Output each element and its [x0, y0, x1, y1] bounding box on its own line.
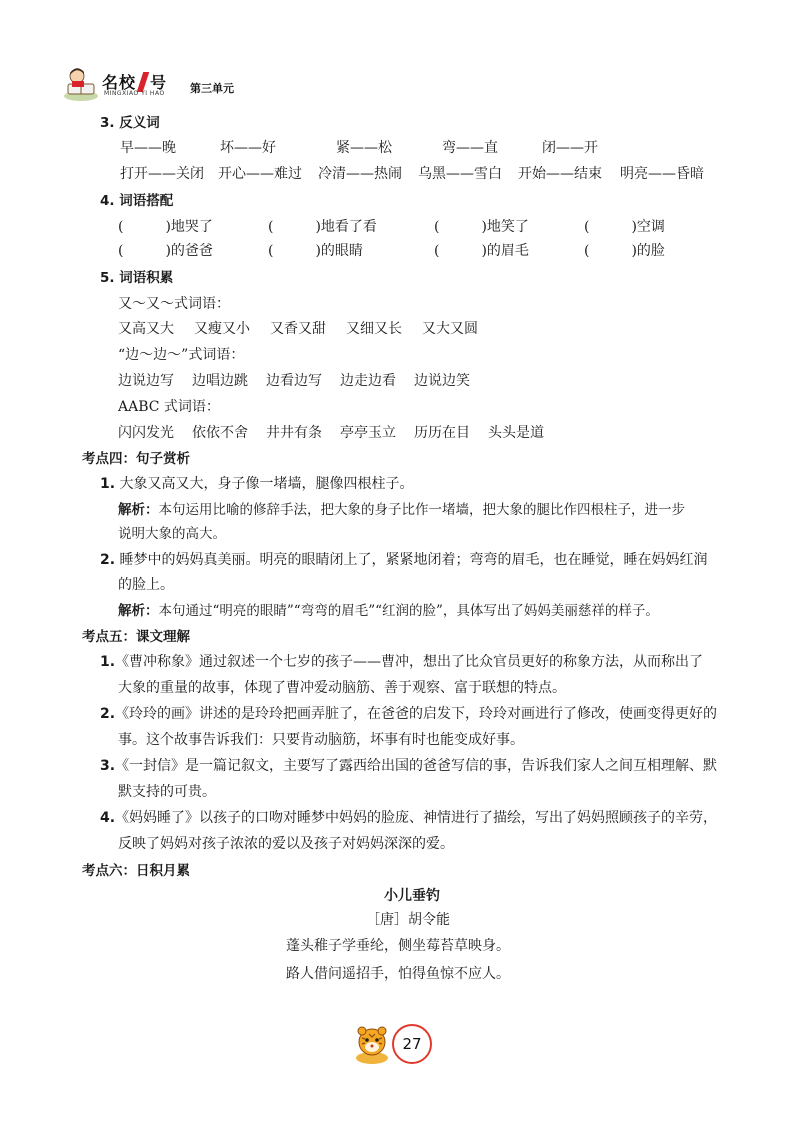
- antonym-pair: 打开——关闭: [120, 166, 204, 182]
- word-item: 又细又长: [346, 321, 402, 337]
- sentence-text: 睡梦中的妈妈真美丽。明亮的眼睛闭上了，紧紧地闭着；弯弯的眉毛，也在睡觉，睡在妈妈红润: [119, 552, 708, 568]
- word-item: 边说边笑: [414, 373, 470, 389]
- poem-line-1: 蓬头稚子学垂纶，侧坐莓苔草映身。: [286, 938, 510, 954]
- antonym-pair: 乌黑——雪白: [418, 166, 502, 182]
- sentence-2-line-2: 的脸上。: [118, 577, 174, 593]
- collocation-blank: ( )地看了看: [268, 219, 377, 235]
- word-group-label-3: AABC 式词语：: [118, 399, 220, 415]
- antonym-pair: 闭——开: [542, 140, 598, 156]
- collocation-blank: ( )的爸爸: [118, 243, 213, 259]
- unit-title: 第三单元: [190, 82, 234, 95]
- collocation-blank: ( )空调: [584, 219, 665, 235]
- word-item: 边说边写: [118, 373, 174, 389]
- word-item: 又大又圆: [422, 321, 478, 337]
- item-text: 《玲玲的画》讲述的是玲玲把画弄脏了，在爸爸的启发下，玲玲对画进行了修改，使画变得更好的: [115, 706, 718, 722]
- understanding-4-line-2: 反映了妈妈对孩子浓浓的爱以及孩子对妈妈深深的爱。: [118, 836, 454, 852]
- collocation-blank: ( )地哭了: [118, 219, 213, 235]
- section-3-heading: [100, 114, 160, 132]
- sentence-text: 大象又高又大，身子像一堵墙，腿像四根柱子。: [119, 476, 414, 492]
- analysis-1: [118, 501, 685, 519]
- analysis-text: 本句通过“明亮的眼睛”“弯弯的眉毛”“红润的脸”，具体写出了妈妈美丽慈祥的样子。: [158, 603, 659, 619]
- item-text: 《一封信》是一篇记叙文，主要写了露西给出国的爸爸写信的事，告诉我们家人之间互相理解、默: [115, 758, 718, 774]
- word-item: 边唱边跳: [192, 373, 248, 389]
- word-item: 闪闪发光: [118, 425, 174, 441]
- section-title: 词语搭配: [119, 193, 174, 209]
- poem-title: 小儿垂钓: [384, 888, 440, 904]
- understanding-2: [100, 705, 717, 723]
- section-title: 词语积累: [119, 270, 174, 286]
- analysis-label: 解析：: [118, 502, 159, 518]
- collocation-blank: ( )的脸: [584, 243, 665, 259]
- word-item: 又瘦又小: [194, 321, 250, 337]
- brand-slash-icon: [137, 72, 149, 92]
- word-group-label-2: “边～边～”式词语：: [118, 347, 245, 363]
- kaodian-4-heading: 考点四：句子赏析: [82, 451, 190, 467]
- header: [62, 66, 322, 106]
- section-number: 4.: [100, 193, 115, 209]
- item-number: 2.: [100, 706, 116, 722]
- item-number: 1.: [100, 654, 116, 670]
- item-number: 3.: [100, 758, 116, 774]
- collocation-blank: ( )地笑了: [434, 219, 529, 235]
- antonym-pair: 紧——松: [336, 140, 392, 156]
- item-text: 《曹冲称象》通过叙述一个七岁的孩子——曹冲，想出了比众官员更好的称象方法，从而称出了: [115, 654, 704, 670]
- analysis-text: 本句运用比喻的修辞手法，把大象的身子比作一堵墙，把大象的腿比作四根柱子，进一步: [158, 502, 685, 518]
- word-item: 又香又甜: [270, 321, 326, 337]
- word-item: 井井有条: [266, 425, 322, 441]
- antonym-pair: 明亮——昏暗: [620, 166, 704, 182]
- item-text: 《妈妈睡了》以孩子的口吻对睡梦中妈妈的脸庞、神情进行了描绘，写出了妈妈照顾孩子的辛劳，: [115, 810, 718, 826]
- reading-child-logo-icon: [62, 66, 100, 102]
- antonym-pair: 开始——结束: [518, 166, 602, 182]
- antonym-pair: 早——晚: [120, 140, 176, 156]
- kaodian-6-heading: 考点六：日积月累: [82, 863, 190, 879]
- analysis-2: [118, 602, 659, 620]
- antonym-pair: 开心——难过: [218, 166, 302, 182]
- section-title: 反义词: [119, 115, 160, 131]
- word-item: 依依不舍: [192, 425, 248, 441]
- brand-left: 名校: [102, 73, 137, 92]
- poem-line-2: 路人借问遥招手，怕得鱼惊不应人。: [286, 966, 510, 982]
- word-group-label-1: 又～又～式词语：: [118, 296, 230, 312]
- sentence-2: [100, 551, 708, 569]
- word-item: 历历在目: [414, 425, 470, 441]
- word-item: 边看边写: [266, 373, 322, 389]
- understanding-3: [100, 757, 717, 775]
- collocation-blank: ( )的眼睛: [268, 243, 363, 259]
- antonym-pair: 弯——直: [442, 140, 498, 156]
- analysis-label: 解析：: [118, 603, 159, 619]
- section-4-heading: [100, 192, 173, 210]
- understanding-2-line-2: 事。这个故事告诉我们：只要肯动脑筋，坏事有时也能变成好事。: [118, 732, 524, 748]
- item-number: 4.: [100, 810, 116, 826]
- section-5-heading: [100, 269, 173, 287]
- word-item: 又高又大: [118, 321, 174, 337]
- antonym-pair: 冷清——热闹: [318, 166, 402, 182]
- word-item: 边走边看: [340, 373, 396, 389]
- section-number: 3.: [100, 115, 115, 131]
- brand-subtitle: MINGXIAO YI HAO: [104, 90, 165, 97]
- understanding-1: [100, 653, 703, 671]
- antonym-pair: 坏——好: [220, 140, 276, 156]
- understanding-4: [100, 809, 717, 827]
- brand-right: 号: [150, 73, 168, 92]
- page-number: 27: [392, 1024, 432, 1064]
- item-number: 2.: [100, 552, 116, 568]
- understanding-3-line-2: 默支持的可贵。: [118, 784, 216, 800]
- kaodian-5-heading: 考点五：课文理解: [82, 629, 190, 645]
- collocation-blank: ( )的眉毛: [434, 243, 529, 259]
- word-item: 头头是道: [488, 425, 544, 441]
- footer: [350, 1020, 450, 1070]
- item-number: 1.: [100, 476, 116, 492]
- word-item: 亭亭玉立: [340, 425, 396, 441]
- sentence-1: [100, 475, 414, 493]
- poem-author: ［唐］胡令能: [366, 912, 450, 928]
- section-number: 5.: [100, 270, 115, 286]
- tiger-mascot-icon: [350, 1022, 394, 1066]
- understanding-1-line-2: 大象的重量的故事，体现了曹冲爱动脑筋、善于观察、富于联想的特点。: [118, 680, 566, 696]
- analysis-1-line-2: 说明大象的高大。: [118, 526, 226, 542]
